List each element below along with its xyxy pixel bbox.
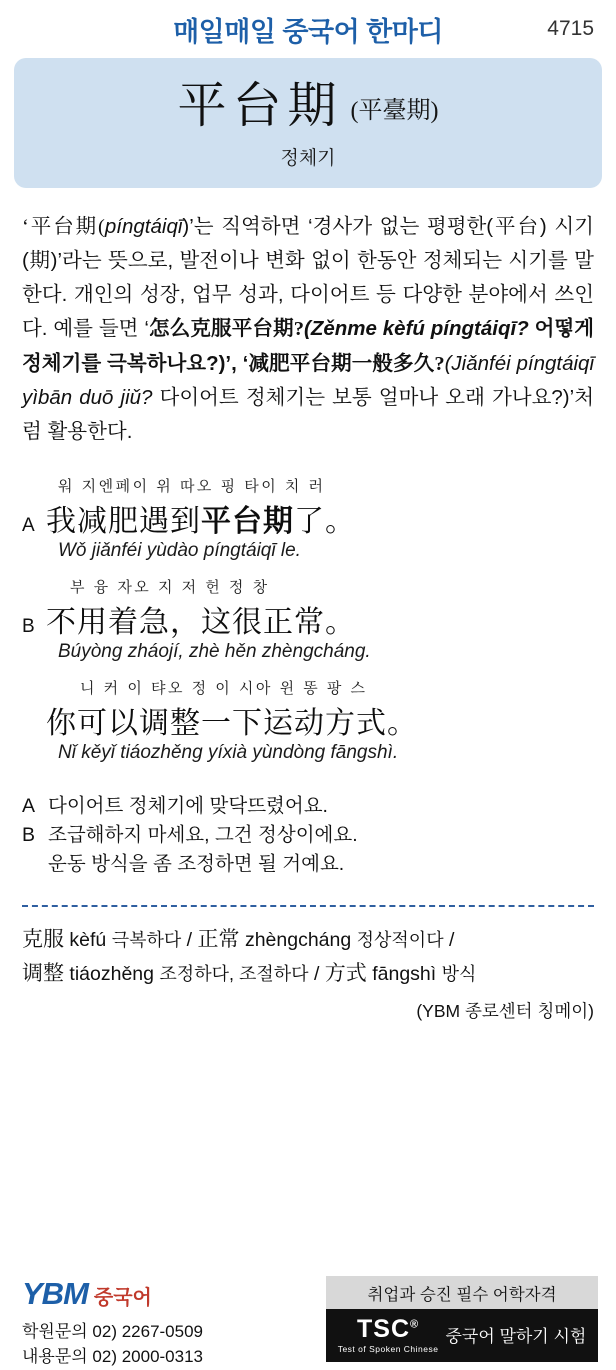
tsc-registered-icon: ® [410,1318,420,1331]
vocab-chinese: 方式 [324,960,367,985]
vocab-chinese: 正常 [197,927,240,952]
dialogue-han-row [22,698,594,742]
term-simplified: 平台期 [177,78,343,133]
explanation-example2-chinese: 减肥平台期一般多久? [248,352,445,375]
dialogue-speaker [22,729,46,733]
explanation-part1: ‘平台期( [22,216,105,239]
explanation-part2: )’는 직역하면 ‘경사가 없는 평평한(平台) 시기(期)’라는 뜻으로, 발전이나 변화 없이 한동안 정체되는 시기를 말한다. 개인의 성장, 업무 성과, 다이어트 등 다양한 분야에서 쓰인다. 예를 들면 ‘ [22,215,594,341]
dialogue-speaker: A [22,514,35,536]
dialogue-chinese [46,597,356,641]
vocab-korean: 극복하다 [111,930,182,951]
vocab-pinyin: zhèngcháng [244,929,352,952]
term-row [24,80,592,131]
footer-brand-block [22,1276,203,1369]
tsc-logo-subtitle: Test of Spoken Chinese [337,1344,439,1354]
tsc-ad-banner[interactable] [326,1276,598,1362]
translation-text: 다이어트 정체기에 맞닥뜨렸어요. [48,794,328,817]
tsc-logo [338,1315,439,1354]
vocab-korean: 정상적이다 [356,930,444,951]
vocab-korean: 조정하다, 조절하다 [159,963,309,984]
translation-speaker [22,850,48,879]
tsc-korean-label: 중국어 말하기 시험 [445,1327,587,1346]
dialogue-line [22,475,594,562]
dialogue-chinese-pre: 我减肥遇到 [46,504,201,538]
translation-speaker: B [22,823,36,846]
translation-section [22,792,594,880]
term-korean-meaning: 정체기 [280,148,336,170]
dialogue-speaker: B [22,615,35,637]
dialogue-chinese-highlight: 平台期 [201,504,294,538]
dialogue-ruby: 부 융 자오 지 저 헌 정 창 [70,578,270,596]
footer-contact-line1: 학원문의 02) 2267-0509 [22,1322,204,1341]
ybm-logo: YBM [22,1276,88,1311]
dashed-divider [22,905,594,907]
translation-speaker: A [22,794,36,817]
explanation-example1-korean: 어떻게 정체기를 극복하나요?)’, ‘ [22,317,594,375]
explanation-example2-pinyin: (Jiǎnféi píngtáiqī yìbān duō jiǔ? [22,351,595,409]
dialogue-pinyin: Wǒ jiǎnféi yùdào píngtáiqī le. [58,539,301,561]
term-card [14,58,602,188]
translation-row [22,792,594,821]
vocab-korean: 방식 [441,963,477,984]
vocab-pinyin: fāngshì [372,962,437,985]
explanation-example1-chinese: 怎么克服平台期? [148,318,304,341]
vocab-chinese: 调整 [22,960,64,985]
translation-row [22,850,594,879]
ybm-brand [22,1276,203,1312]
dialogue-pinyin: Búyòng zháojí, zhè hěn zhèngcháng. [58,640,371,662]
dialogue-ruby: 니 커 이 탸오 정 이 시아 윈 똥 팡 스 [80,679,368,697]
footer-contact-line2: 내용문의 02) 2000-0313 [22,1346,204,1366]
page-header [0,0,616,58]
term-traditional: (平臺期) [350,98,439,125]
tsc-logo-text: TSC [357,1315,411,1343]
vocab-pinyin: tiáozhěng [69,962,154,985]
vocab-separator: / [181,929,198,952]
vocab-separator: / [308,962,325,985]
explanation-example2-korean: 다이어트 정체기는 보통 얼마나 오래 가나요?)’처럼 활용한다. [22,385,594,443]
dialogue-chinese-post: 了。 [294,504,356,538]
translation-text: 조급해하지 마세요, 그건 정상이에요. [48,823,358,846]
dialogue-chinese-pre: 你可以调整一下运动方式。 [46,706,418,740]
vocabulary-line [22,957,594,991]
translation-text: 운동 방식을 좀 조정하면 될 거예요. [48,853,345,876]
page-footer [0,1266,616,1370]
vocab-pinyin: kèfú [69,929,107,952]
tsc-ad-main [326,1309,598,1362]
vocabulary-line [22,923,594,957]
ybm-logo-subtitle: 중국어 [93,1287,152,1309]
dialogue-chinese-pre: 不用着急，这很正常。 [46,605,356,639]
dialogue-chinese [46,496,356,540]
dialogue-ruby: 워 지엔페이 위 따오 핑 타이 치 러 [58,477,326,495]
issue-number: 4715 [547,17,594,40]
dialogue-han-row [22,597,594,641]
footer-contact [22,1320,203,1369]
vocab-separator: / [443,929,455,952]
dialogue-chinese [46,698,418,742]
credit-line: (YBM 종로센터 칭메이) [416,1001,594,1022]
vocab-chinese: 克服 [22,927,64,952]
explanation-pinyin1: píngtáiqī [104,215,183,239]
dialogue-pinyin: Nǐ kěyǐ tiáozhěng yíxià yùndòng fāngshì. [58,741,399,763]
explanation-paragraph [22,210,594,448]
tsc-ad-tagline: 취업과 승진 필수 어학자격 [326,1276,598,1309]
dialogue-line [22,677,594,764]
translation-row [22,821,594,850]
dialogue-section [22,475,594,764]
explanation-example1-pinyin: (Zěnme kèfú píngtáiqī? [304,317,529,341]
dialogue-line [22,576,594,663]
dialogue-han-row [22,496,594,540]
page-title: 매일매일 중국어 한마디 [173,16,443,47]
vocabulary-section [22,923,594,990]
